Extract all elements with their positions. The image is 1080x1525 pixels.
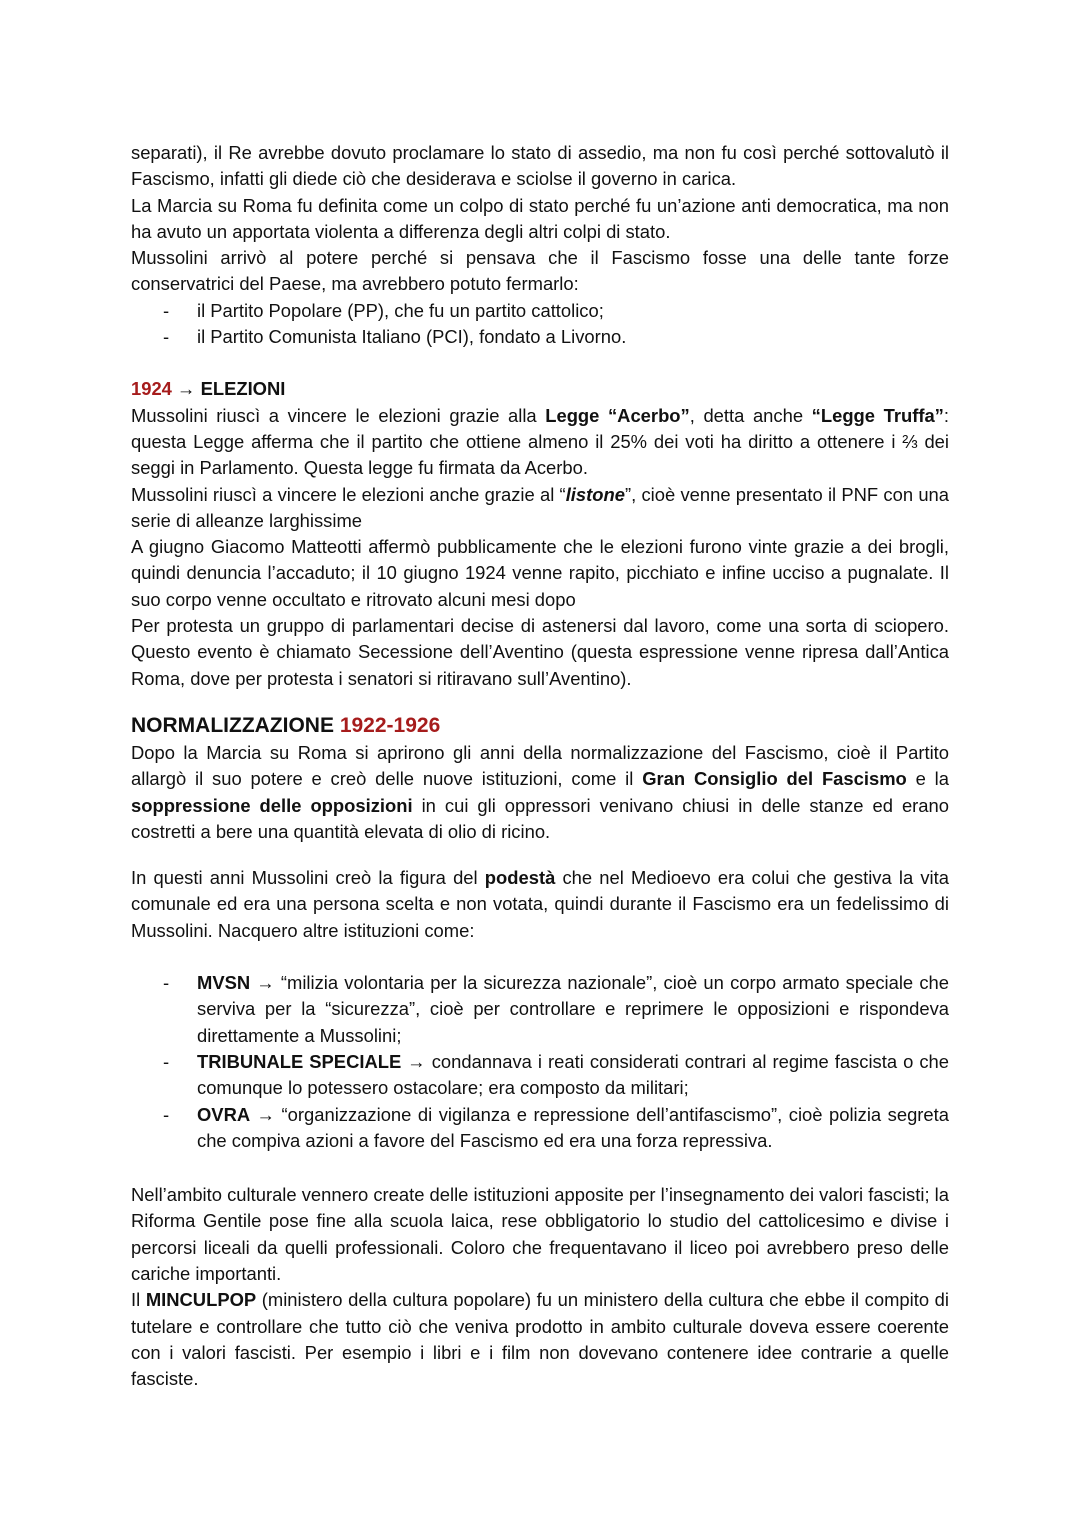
institutions-list xyxy=(131,970,949,1154)
podesta-term: podestà xyxy=(484,867,556,889)
institution-term: OVRA xyxy=(197,1103,251,1125)
list-item: - il Partito Popolare (PP), che fu un partito cattolico; xyxy=(131,298,949,324)
elezioni-paragraph-1: Mussolini riuscì a vincere le elezioni grazie alla Legge “Acerbo”, detta anche “Legge Truffa”: questa Legge afferma che il partito che ottiene almeno il 25% dei voti ha diritto a ottenere i ⅔ dei seggi in Parlamento. Questa legge fu firmata da Acerbo. xyxy=(131,404,950,479)
legge-truffa: “Legge Truffa” xyxy=(811,404,944,426)
elezioni-paragraph-2: Mussolini riuscì a vincere le elezioni anche grazie al “listone”, cioè venne presentato il PNF con una serie di alleanze larghissime xyxy=(131,483,949,531)
soppressione-term: soppressione delle opposizioni xyxy=(131,794,413,816)
list-item: - MVSN → “milizia volontaria per la sicurezza nazionale”, cioè un corpo armato speciale che serviva per la “sicurezza”, cioè per controllare e reprimere le opposizioni e rispondeva direttamente a Mussolini; xyxy=(131,970,949,1049)
elezioni-paragraph-3: A giugno Giacomo Matteotti affermò pubblicamente che le elezioni furono vinte grazie a dei brogli, quindi denuncia l’accaduto; il 10 giugno 1924 venne rapito, picchiato e infine ucciso a pugnalate. Il suo corpo venne occultato e ritrovato alcuni mesi dopo xyxy=(131,536,949,610)
intro-paragraph-1: separati), il Re avrebbe dovuto proclamare lo stato di assedio, ma non fu così perché sottovalutò il Fascismo, infatti gli diede ciò che desiderava e sciolse il governo in carica. xyxy=(131,142,949,190)
normalizzazione-paragraph-2: In questi anni Mussolini creò la figura del podestà che nel Medioevo era colui che gestiva la vita comunale ed era una persona scelta e non votata, quindi durante il Fascismo era un fedelissimo di Mussolini. Nacquero altre istituzioni come: xyxy=(131,867,949,941)
institution-term: MVSN xyxy=(197,972,251,994)
intro-list xyxy=(131,298,949,351)
heading-arrow: → xyxy=(177,378,196,400)
heading-year: 1924 xyxy=(131,378,172,400)
list-item: - il Partito Comunista Italiano (PCI), fondato a Livorno. xyxy=(131,324,949,350)
normalizzazione-paragraph-3: Nell’ambito culturale vennero create delle istituzioni apposite per l’insegnamento dei valori fascisti; la Riforma Gentile pose fine alla scuola laica, rese obbligatorio lo studio del cattolicesimo e divise i percorsi liceali da quelli professionali. Coloro che frequentavano il liceo poi avrebbero preso delle cariche importanti. xyxy=(131,1184,949,1284)
elezioni-paragraph-4: Per protesta un gruppo di parlamentari decise di astenersi dal lavoro, come una sorta di sciopero. Questo evento è chiamato Secessione dell’Aventino (questa espressione venne ripresa dall’Antica Roma, dove per protesta i senatori si ritiravano sull’Aventino). xyxy=(131,615,949,689)
legge-acerbo: Legge “Acerbo” xyxy=(545,404,690,426)
minculpop-term: MINCULPOP xyxy=(145,1289,257,1311)
document-page xyxy=(131,140,949,1392)
institution-term: TRIBUNALE SPECIALE xyxy=(197,1050,402,1072)
list-item: - TRIBUNALE SPECIALE → condannava i reati considerati contrari al regime fascista o che comunque lo potessero ostacolare; era composto da militari; xyxy=(131,1049,949,1102)
gran-consiglio-term: Gran Consiglio del Fascismo xyxy=(642,768,907,790)
intro-paragraph-3: Mussolini arrivò al potere perché si pensava che il Fascismo fosse una delle tante forze conservatrici del Paese, ma avrebbero potuto fermarlo: xyxy=(131,247,949,295)
normalizzazione-paragraph-1: Dopo la Marcia su Roma si aprirono gli anni della normalizzazione del Fascismo, cioè il Partito allargò il suo potere e creò delle nuove istituzioni, come il Gran Consiglio del Fascismo e la soppressione delle opposizioni in cui gli oppressori venivano chiusi in delle stanze ed erano costretti a bere una quantità elevata di olio di ricino. xyxy=(131,741,950,842)
intro-paragraph-2: La Marcia su Roma fu definita come un colpo di stato perché fu un’azione anti democratica, ma non ha avuto un apportata violenta a differenza degli altri colpi di stato. xyxy=(131,194,949,242)
section-heading-normalizzazione xyxy=(131,712,949,740)
heading-years: 1922-1926 xyxy=(339,713,441,737)
section-heading-elezioni xyxy=(131,376,949,402)
normalizzazione-paragraph-4: Il MINCULPOP (ministero della cultura popolare) fu un ministero della cultura che ebbe il compito di tutelare e controllare che tutto ciò che veniva prodotto in ambito culturale doveva essere coerente con i valori fascisti. Per esempio i libri e i film non dovevano contenere idee contrarie a quelle fasciste. xyxy=(131,1289,949,1390)
heading-title: ELEZIONI xyxy=(200,378,286,400)
listone-term: listone xyxy=(565,483,625,505)
list-item: - OVRA → “organizzazione di vigilanza e repressione dell’antifascismo”, cioè polizia segreta che compiva azioni a favore del Fascismo ed era una forza repressiva. xyxy=(131,1102,949,1155)
heading-title: NORMALIZZAZIONE xyxy=(131,713,334,737)
